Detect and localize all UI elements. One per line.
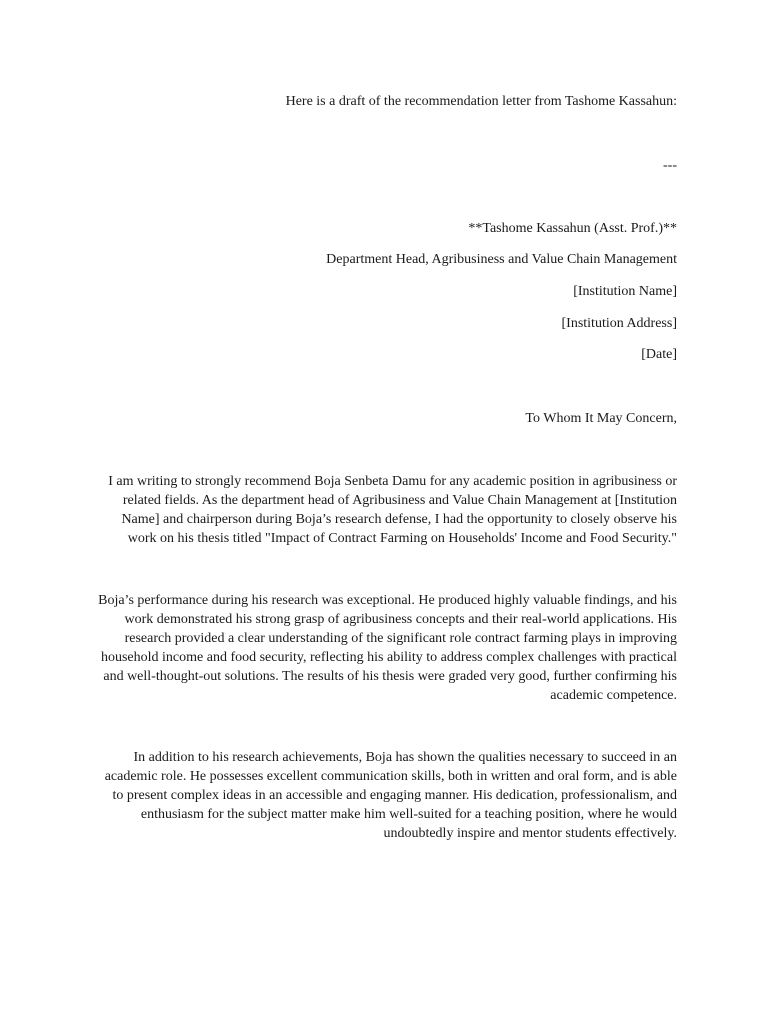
- sender-address: [Institution Address]: [561, 316, 677, 331]
- body-paragraph-1: I am writing to strongly recommend Boja Senbeta Damu for any academic position in agribusiness or related fields. As the department head of Agribusiness and Value Chain Management at [Institution Name] and chairperson during Boja’s research defense, I had the opportunity to closely observe his work on his thesis titled "Impact of Contract Farming on Households' Income and Food Security.": [108, 474, 677, 546]
- body-paragraph-2: Boja’s performance during his research was exceptional. He produced highly valuable findings, and his work demonstrated his strong grasp of agribusiness concepts and their real-world applications. His research provided a clear understanding of the significant role contract farming plays in improving household income and food security, reflecting his ability to address complex challenges with practical and well-thought-out solutions. The results of his thesis were graded very good, further confirming his academic competence.: [98, 593, 677, 703]
- sender-title: Department Head, Agribusiness and Value Chain Management: [326, 252, 677, 267]
- body-paragraph-3: In addition to his research achievements, Boja has shown the qualities necessary to succeed in an academic role. He possesses excellent communication skills, both in written and oral form, and is able to present complex ideas in an accessible and engaging manner. His dedication, professionalism, and enthusiasm for the subject matter make him well-suited for a teaching position, where he would undoubtedly inspire and mentor students effectively.: [104, 750, 677, 841]
- salutation: To Whom It May Concern,: [525, 411, 677, 426]
- letter-date: [Date]: [641, 347, 677, 362]
- intro-line: Here is a draft of the recommendation letter from Tashome Kassahun:: [285, 94, 677, 109]
- sender-name: **Tashome Kassahun (Asst. Prof.)**: [468, 221, 677, 236]
- separator-line: ---: [663, 158, 677, 173]
- sender-institution: [Institution Name]: [573, 284, 677, 299]
